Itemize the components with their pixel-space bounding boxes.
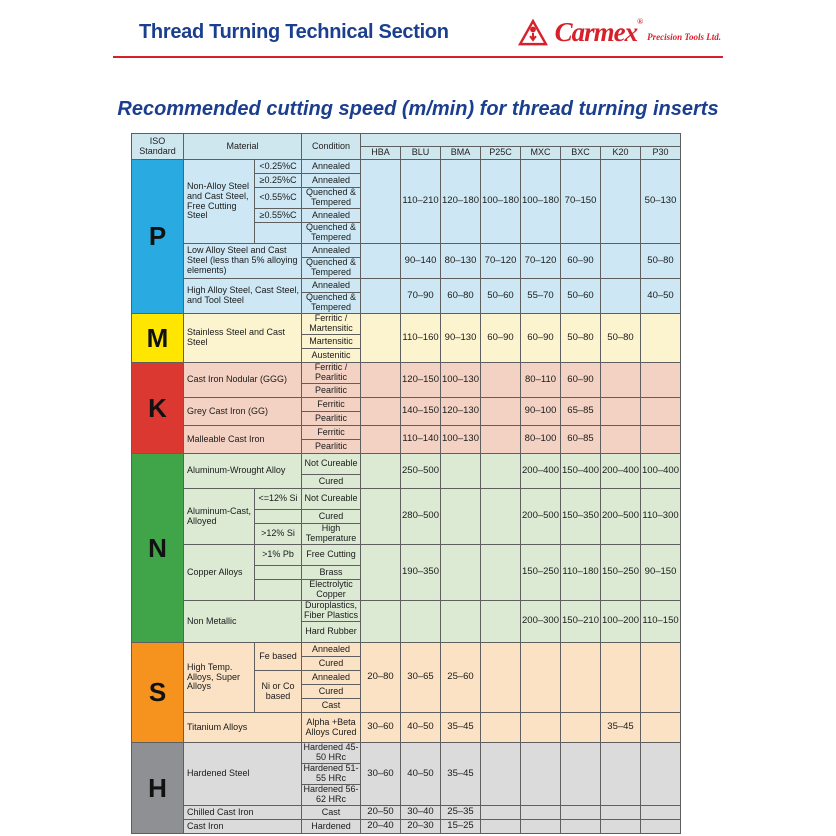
condition-cell: Hardened [302, 820, 361, 834]
value-cell [361, 279, 401, 314]
header-divider [113, 56, 723, 58]
alloy-subtype-cell [255, 580, 302, 601]
brand-subtitle: Precision Tools Ltd. [647, 32, 721, 42]
condition-cell: Quenched & Tempered [302, 258, 361, 279]
value-cell: 70–90 [401, 279, 441, 314]
value-cell: 30–60 [361, 713, 401, 743]
carbon-cell: <0.25%C [255, 160, 302, 174]
material-cell: Aluminum-Wrought Alloy [184, 454, 302, 489]
value-cell: 200–400 [601, 454, 641, 489]
condition-cell: Annealed [302, 671, 361, 685]
condition-cell: Annealed [302, 174, 361, 188]
col-header-grade: BLU [401, 147, 441, 160]
table-row [132, 545, 681, 566]
table-title: Recommended cutting speed (m/min) for thread turning inserts [117, 98, 719, 120]
value-cell [641, 314, 681, 363]
value-cell [441, 545, 481, 601]
page [113, 0, 723, 834]
condition-cell: Pearlitic [302, 440, 361, 454]
value-cell [641, 820, 681, 834]
value-cell: 35–45 [601, 713, 641, 743]
material-cell: Malleable Cast Iron [184, 426, 302, 454]
value-cell: 35–45 [441, 713, 481, 743]
brand-logo [516, 17, 721, 48]
condition-cell: Hardened 51-55 HRc [303, 763, 359, 783]
value-cell [561, 820, 601, 834]
material-cell: Hardened Steel [184, 743, 302, 806]
condition-cell: Cast [302, 806, 361, 820]
col-header-material: Material [184, 134, 302, 160]
material-cell: High Alloy Steel, Cast Steel, and Tool Steel [184, 279, 302, 314]
value-cell: 15–25 [441, 820, 481, 834]
condition-cell: Alpha +Beta Alloys Cured [302, 713, 361, 743]
value-cell [641, 743, 681, 806]
value-cell [601, 743, 641, 806]
material-cell: Non-Alloy Steel and Cast Steel, Free Cutting Steel [184, 160, 255, 244]
value-cell [601, 398, 641, 426]
value-cell: 35–45 [441, 743, 481, 806]
condition-cell: Annealed [302, 643, 361, 657]
value-cell [601, 160, 641, 244]
condition-cell: Hard Rubber [302, 622, 361, 643]
value-cell: 110–160 [401, 314, 441, 363]
table-row [132, 279, 681, 293]
iso-letter-P: P [132, 160, 184, 314]
registered-mark: ® [637, 16, 643, 26]
value-cell: 200–400 [521, 454, 561, 489]
col-header-grade: K20 [601, 147, 641, 160]
value-cell: 20–30 [401, 820, 441, 834]
condition-cell: Hardened 56-62 HRc [303, 784, 359, 804]
condition-cell: Cured [302, 685, 361, 699]
condition-cell: Pearlitic [302, 412, 361, 426]
condition-cell: Annealed [302, 209, 361, 223]
value-cell [481, 489, 521, 545]
value-cell: 100–400 [641, 454, 681, 489]
col-header-grade: P30 [641, 147, 681, 160]
col-header-grade: P25C [481, 147, 521, 160]
value-cell [521, 806, 561, 820]
value-cell [601, 806, 641, 820]
condition-cell: Annealed [302, 279, 361, 293]
table-row [132, 643, 681, 657]
material-cell: Chilled Cast Iron [184, 806, 302, 820]
value-cell [361, 160, 401, 244]
material-cell: Low Alloy Steel and Cast Steel (less than 5% alloying elements) [184, 244, 302, 279]
value-cell: 50–60 [561, 279, 601, 314]
value-cell: 50–80 [641, 244, 681, 279]
value-cell: 150–250 [521, 545, 561, 601]
value-cell [361, 545, 401, 601]
condition-cell: Cured [302, 510, 361, 524]
value-cell [361, 244, 401, 279]
value-cell [441, 454, 481, 489]
table-row [132, 820, 681, 834]
condition-cell: Hardened 45-50 HRc [303, 742, 359, 762]
value-cell [641, 426, 681, 454]
alloy-subtype-cell: Fe based [255, 643, 302, 671]
value-cell [601, 244, 641, 279]
value-cell [481, 601, 521, 643]
header-row-1 [132, 134, 681, 147]
value-cell: 150–210 [561, 601, 601, 643]
value-cell [561, 713, 601, 743]
iso-letter-H: H [132, 743, 184, 834]
value-cell: 55–70 [521, 279, 561, 314]
value-cell: 110–150 [641, 601, 681, 643]
value-cell [481, 806, 521, 820]
value-cell [481, 363, 521, 398]
value-cell: 100–180 [481, 160, 521, 244]
value-cell: 80–130 [441, 244, 481, 279]
iso-letter-M: M [132, 314, 184, 363]
table-row [132, 806, 681, 820]
value-cell [361, 426, 401, 454]
value-cell [561, 806, 601, 820]
alloy-subtype-cell: >1% Pb [255, 545, 302, 566]
page-header [113, 0, 723, 52]
value-cell: 60–85 [561, 426, 601, 454]
value-cell: 200–500 [521, 489, 561, 545]
value-cell: 50–60 [481, 279, 521, 314]
alloy-subtype-cell: >12% Si [255, 524, 302, 545]
table-row [132, 398, 681, 412]
condition-cell: Ferritic [302, 426, 361, 440]
value-cell: 250–500 [401, 454, 441, 489]
value-cell: 60–90 [521, 314, 561, 363]
value-cell: 70–120 [481, 244, 521, 279]
value-cell: 30–65 [401, 643, 441, 713]
value-cell: 40–50 [641, 279, 681, 314]
material-cell: High Temp. Alloys, Super Alloys [184, 643, 255, 713]
value-cell [641, 363, 681, 398]
material-cell: Non Metallic [184, 601, 302, 643]
value-cell: 20–40 [361, 820, 401, 834]
alloy-subtype-cell: <=12% Si [255, 489, 302, 510]
material-cell: Grey Cast Iron (GG) [184, 398, 302, 426]
value-cell [361, 363, 401, 398]
carbon-cell: ≥0.55%C [255, 209, 302, 223]
value-cell [361, 314, 401, 363]
value-cell: 80–110 [521, 363, 561, 398]
value-cell [481, 398, 521, 426]
value-cell [481, 454, 521, 489]
value-cell [481, 713, 521, 743]
value-cell [601, 363, 641, 398]
value-cell [641, 806, 681, 820]
material-cell: Titanium Alloys [184, 713, 302, 743]
value-cell [601, 426, 641, 454]
condition-cell: Ferritic / Martensitic [302, 314, 361, 335]
condition-cell: Cast [302, 699, 361, 713]
value-cell: 110–210 [401, 160, 441, 244]
value-cell: 90–150 [641, 545, 681, 601]
carmex-triangle-icon [516, 17, 550, 47]
value-cell [361, 398, 401, 426]
value-cell: 110–180 [561, 545, 601, 601]
col-header-grade: HBA [361, 147, 401, 160]
cutting-speed-table [131, 133, 681, 834]
value-cell: 90–140 [401, 244, 441, 279]
value-cell [401, 601, 441, 643]
condition-cell: Ferritic [302, 398, 361, 412]
value-cell [441, 489, 481, 545]
value-cell: 140–150 [401, 398, 441, 426]
brand-name: Carmex® [554, 16, 643, 47]
value-cell: 60–90 [481, 314, 521, 363]
value-cell: 60–90 [561, 244, 601, 279]
value-cell [481, 643, 521, 713]
condition-cell: Cured [302, 657, 361, 671]
value-cell: 50–80 [561, 314, 601, 363]
table-row [132, 363, 681, 384]
value-cell: 150–400 [561, 454, 601, 489]
value-cell: 50–80 [601, 314, 641, 363]
table-row [132, 743, 681, 764]
value-cell: 150–350 [561, 489, 601, 545]
table-row [132, 601, 681, 622]
value-cell [481, 545, 521, 601]
condition-cell: Quenched & Tempered [302, 188, 361, 209]
table-row [132, 314, 681, 335]
value-cell [561, 643, 601, 713]
value-cell: 110–300 [641, 489, 681, 545]
value-cell [521, 743, 561, 806]
value-cell: 70–150 [561, 160, 601, 244]
carbon-cell: ≥0.25%C [255, 174, 302, 188]
alloy-subtype-cell [255, 510, 302, 524]
value-cell [361, 601, 401, 643]
value-cell: 100–130 [441, 426, 481, 454]
col-header-condition: Condition [302, 134, 361, 160]
value-cell: 90–100 [521, 398, 561, 426]
table-row [132, 713, 681, 743]
iso-letter-S: S [132, 643, 184, 743]
condition-cell: Pearlitic [302, 384, 361, 398]
condition-cell: Not Cureable [302, 489, 361, 510]
col-header-grade: MXC [521, 147, 561, 160]
material-cell: Cast Iron [184, 820, 302, 834]
col-header-grade: BMA [441, 147, 481, 160]
value-cell [481, 743, 521, 806]
value-cell: 30–60 [361, 743, 401, 806]
value-cell: 120–180 [441, 160, 481, 244]
alloy-subtype-cell: Ni or Co based [255, 671, 302, 713]
condition-cell: Brass [302, 566, 361, 580]
value-cell: 150–250 [601, 545, 641, 601]
value-cell [601, 820, 641, 834]
condition-cell: Annealed [302, 244, 361, 258]
material-cell: Cast Iron Nodular (GGG) [184, 363, 302, 398]
value-cell [361, 454, 401, 489]
condition-cell: Duroplastics, Fiber Plastics [302, 601, 361, 622]
value-cell [441, 601, 481, 643]
value-cell: 200–500 [601, 489, 641, 545]
value-cell: 200–300 [521, 601, 561, 643]
value-cell [361, 489, 401, 545]
value-cell: 120–150 [401, 363, 441, 398]
condition-cell: Annealed [302, 160, 361, 174]
condition-cell: Quenched & Tempered [302, 293, 361, 314]
value-cell: 120–130 [441, 398, 481, 426]
value-cell: 100–180 [521, 160, 561, 244]
condition-cell: Austenitic [302, 349, 361, 363]
material-cell: Stainless Steel and Cast Steel [184, 314, 302, 363]
value-cell: 20–50 [361, 806, 401, 820]
value-cell [521, 643, 561, 713]
value-cell: 70–120 [521, 244, 561, 279]
value-cell: 60–90 [561, 363, 601, 398]
alloy-subtype-cell [255, 566, 302, 580]
iso-letter-K: K [132, 363, 184, 454]
grades-spanner [361, 134, 681, 147]
condition-cell: Not Cureable [302, 454, 361, 475]
value-cell: 90–130 [441, 314, 481, 363]
value-cell: 280–500 [401, 489, 441, 545]
col-header-iso-standard: ISO Standard [132, 134, 184, 160]
table-row [132, 244, 681, 258]
table-row [132, 454, 681, 475]
value-cell: 100–130 [441, 363, 481, 398]
value-cell [641, 713, 681, 743]
value-cell: 20–80 [361, 643, 401, 713]
value-cell: 25–35 [441, 806, 481, 820]
value-cell: 25–60 [441, 643, 481, 713]
value-cell: 40–50 [401, 713, 441, 743]
iso-letter-N: N [132, 454, 184, 643]
condition-cell: Quenched & Tempered [302, 223, 361, 244]
condition-cell: Martensitic [302, 335, 361, 349]
condition-cell: Ferritic / Pearlitic [302, 363, 361, 384]
value-cell: 30–40 [401, 806, 441, 820]
value-cell: 65–85 [561, 398, 601, 426]
page-title: Thread Turning Technical Section [139, 20, 449, 43]
value-cell [601, 279, 641, 314]
value-cell [601, 643, 641, 713]
table-row [132, 160, 681, 174]
value-cell [521, 820, 561, 834]
value-cell [521, 713, 561, 743]
value-cell: 60–80 [441, 279, 481, 314]
value-cell [481, 820, 521, 834]
value-cell: 100–200 [601, 601, 641, 643]
value-cell: 40–50 [401, 743, 441, 806]
material-cell: Aluminum-Cast, Alloyed [184, 489, 255, 545]
condition-cell: Free Cutting [302, 545, 361, 566]
value-cell: 190–350 [401, 545, 441, 601]
table-row [132, 489, 681, 510]
carbon-cell [255, 223, 302, 244]
value-cell: 50–130 [641, 160, 681, 244]
table-row [132, 426, 681, 440]
condition-cell: Cured [302, 475, 361, 489]
value-cell [561, 743, 601, 806]
value-cell [641, 643, 681, 713]
value-cell [481, 426, 521, 454]
condition-cell: Electrolytic Copper [302, 580, 361, 601]
value-cell: 80–100 [521, 426, 561, 454]
material-cell: Copper Alloys [184, 545, 255, 601]
value-cell: 110–140 [401, 426, 441, 454]
carbon-cell: <0.55%C [255, 188, 302, 209]
condition-cell: High Temperature [302, 524, 361, 545]
col-header-grade: BXC [561, 147, 601, 160]
value-cell [641, 398, 681, 426]
